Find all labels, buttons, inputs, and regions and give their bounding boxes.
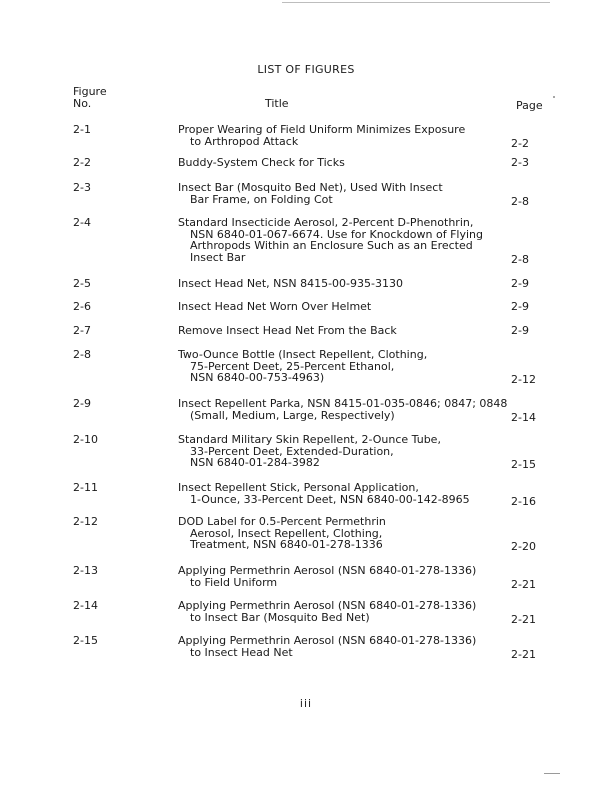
figure-number: 2-3	[73, 181, 91, 194]
figure-title-line: Insect Head Net Worn Over Helmet	[178, 300, 372, 313]
page-title: LIST OF FIGURES	[257, 63, 355, 76]
figure-number: 2-15	[73, 634, 98, 647]
figure-title-line: (Small, Medium, Large, Respectively)	[190, 408, 395, 422]
figure-page: 2-21	[511, 577, 536, 591]
figure-title-line: 1-Ounce, 33-Percent Deet, NSN 6840-00-142-8965	[190, 492, 470, 506]
figure-number: 2-11	[73, 481, 98, 494]
figure-title-line: Applying Permethrin Aerosol (NSN 6840-01-278-1336)	[178, 564, 477, 577]
figure-title-line: NSN 6840-01-067-6674. Use for Knockdown of Flying	[190, 227, 483, 241]
figure-page: 2-9	[511, 324, 529, 337]
figure-title-line: Remove Insect Head Net From the Back	[178, 324, 397, 337]
figure-page: 2-9	[511, 277, 529, 290]
top-rule	[282, 2, 550, 3]
figure-page: 2-8	[511, 253, 529, 267]
figure-title	[178, 301, 508, 313]
figure-title	[178, 635, 508, 658]
figure-number: 2-7	[73, 324, 91, 337]
column-header-page: Page	[516, 99, 543, 112]
column-header-title: Title	[265, 97, 289, 110]
figure-page: 2-3	[511, 156, 529, 169]
figure-title	[178, 217, 508, 264]
page-number: iii	[299, 697, 313, 710]
figure-title	[178, 157, 508, 169]
figure-title	[178, 398, 508, 421]
figure-title	[178, 124, 508, 147]
figure-title	[178, 516, 508, 551]
figure-number: 2-6	[73, 300, 91, 313]
figure-title	[178, 600, 508, 623]
figure-title-line: Insect Repellent Stick, Personal Application,	[178, 481, 419, 494]
figure-page: 2-9	[511, 300, 529, 313]
figure-page: 2-16	[511, 494, 536, 508]
figure-title-line: Insect Repellent Parka, NSN 8415-01-035-0846; 0847; 0848	[178, 397, 508, 410]
figure-title-line: Treatment, NSN 6840-01-278-1336	[190, 538, 383, 552]
column-header-figure	[73, 86, 107, 110]
column-header-number-label: No.	[73, 97, 92, 110]
figure-number: 2-9	[73, 397, 91, 410]
figure-title-line: Standard Military Skin Repellent, 2-Ounce Tube,	[178, 433, 441, 446]
column-header-figure-label: Figure	[73, 85, 107, 98]
figure-title-line: Standard Insecticide Aerosol, 2-Percent D-Phenothrin,	[178, 216, 474, 229]
figure-title-line: Aerosol, Insect Repellent, Clothing,	[190, 526, 383, 540]
figure-title-line: Insect Bar (Mosquito Bed Net), Used With Insect	[178, 181, 443, 194]
figure-title-line: to Insect Head Net	[190, 645, 293, 659]
figure-number: 2-8	[73, 348, 91, 361]
figure-page: 2-15	[511, 458, 536, 472]
figure-number: 2-12	[73, 515, 98, 528]
figure-title-line: to Insect Bar (Mosquito Bed Net)	[190, 610, 370, 624]
figure-title-line: DOD Label for 0.5-Percent Permethrin	[178, 515, 386, 528]
figure-title-line: NSN 6840-01-284-3982	[190, 456, 320, 470]
figure-page: 2-21	[511, 612, 536, 626]
figure-title	[178, 565, 508, 588]
figure-title-line: Buddy-System Check for Ticks	[178, 156, 345, 169]
figure-title-line: Bar Frame, on Folding Cot	[190, 192, 333, 206]
figure-title	[178, 349, 508, 384]
figure-title-line: NSN 6840-00-753-4963)	[190, 371, 325, 385]
figure-page: 2-21	[511, 647, 536, 661]
speck-mark	[553, 96, 555, 98]
corner-mark	[544, 773, 560, 774]
figure-title-line: Proper Wearing of Field Uniform Minimizes Exposure	[178, 123, 466, 136]
figure-title-line: Insect Head Net, NSN 8415-00-935-3130	[178, 277, 403, 290]
figure-number: 2-10	[73, 433, 98, 446]
figure-number: 2-4	[73, 216, 91, 229]
figure-title	[178, 434, 508, 469]
figure-title-line: 33-Percent Deet, Extended-Duration,	[190, 444, 394, 458]
figure-page: 2-8	[511, 194, 529, 208]
figure-title	[178, 325, 508, 337]
figure-title-line: to Arthropod Attack	[190, 134, 299, 148]
figure-page: 2-2	[511, 136, 529, 150]
figure-title-line: to Field Uniform	[190, 575, 278, 589]
figure-title-line: 75-Percent Deet, 25-Percent Ethanol,	[190, 359, 395, 373]
figure-page: 2-12	[511, 373, 536, 387]
figure-number: 2-2	[73, 156, 91, 169]
figure-title	[178, 182, 508, 205]
figure-page: 2-20	[511, 540, 536, 554]
figure-title-line: Applying Permethrin Aerosol (NSN 6840-01-278-1336)	[178, 599, 477, 612]
figure-number: 2-1	[73, 123, 91, 136]
figure-title-line: Two-Ounce Bottle (Insect Repellent, Clothing,	[178, 348, 428, 361]
figure-title-line: Arthropods Within an Enclosure Such as an Erected	[190, 239, 473, 253]
figure-number: 2-14	[73, 599, 98, 612]
figure-page: 2-14	[511, 410, 536, 424]
figure-title-line: Applying Permethrin Aerosol (NSN 6840-01-278-1336)	[178, 634, 477, 647]
figure-title	[178, 482, 508, 505]
figure-number: 2-13	[73, 564, 98, 577]
figure-number: 2-5	[73, 277, 91, 290]
figure-title	[178, 278, 508, 290]
figure-title-line: Insect Bar	[190, 251, 246, 265]
